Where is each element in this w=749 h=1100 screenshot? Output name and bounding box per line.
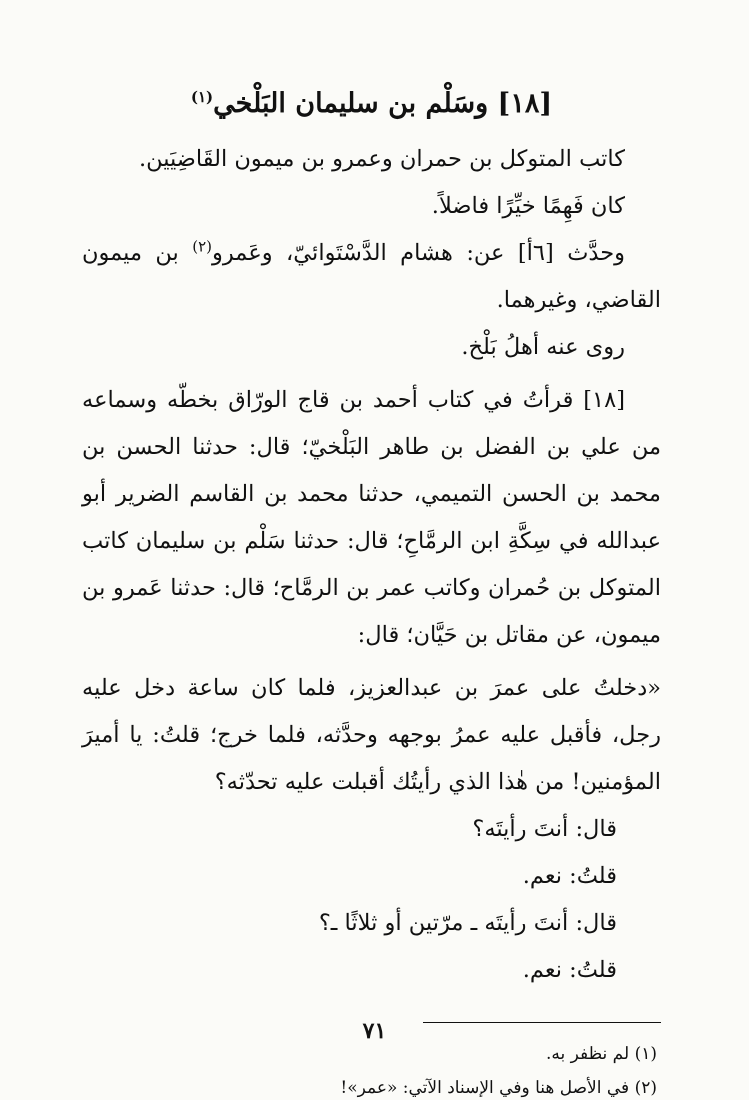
footnote-2: (٢) في الأصل هنا وفي الإسناد الآتي: «عمر»!: [340, 1078, 657, 1098]
paragraph-isnad: [١٨] قرأتُ في كتاب أحمد بن قاج الورّاق بخطّه وسماعه من علي بن الفضل بن طاهر البَلْخيّ؛ قال: حدثنا الحسن بن محمد بن الحسن التميمي، حدثنا محمد بن القاسم الضرير أبو عبدالله في سِكَّةِ ابن الرمَّاحِ؛ قال: حدثنا سَلْم بن سليمان كاتب المتوكل بن حُمران وكاتب عمر بن الرمَّاح؛ قال: حدثنا عَمرو بن ميمون، عن مقاتل بن حَيَّان؛ قال:: [82, 387, 661, 648]
paragraph-students: روى عنه أهلُ بَلْخ.: [461, 334, 625, 360]
dialog-line: قال: أنتَ رأيتَه ـ مرّتين أو ثلاثًا ـ؟: [318, 910, 617, 936]
teachers-text-end: بن ميمون القاضي، وغيرهما.: [82, 240, 661, 313]
entry-number: [١٨]: [497, 88, 553, 119]
footnote-1: (١) لم نظفر به.: [545, 1044, 657, 1064]
paragraph-description: كاتب المتوكل بن حمران وعمرو بن ميمون القَاضِيَين.: [138, 146, 625, 172]
dialog-line: قلتُ: نعم.: [522, 957, 617, 983]
teachers-text: وحدَّث [٦أ] عن: هشام الدَّسْتَوائيّ، وعَمرو: [212, 240, 625, 266]
footnote-marker[interactable]: (١): [190, 88, 214, 106]
dialog-line: قال: أنتَ رأيتَه؟: [472, 816, 617, 842]
footnote-marker[interactable]: (٢): [192, 237, 213, 256]
paragraph-praise: كان فَهِمًا خيِّرًا فاضلاً.: [431, 193, 625, 219]
entry-title: [82, 82, 661, 126]
entry-name: وسَلْم بن سليمان البَلْخي: [213, 88, 489, 119]
paragraph-teachers: [82, 230, 661, 324]
page-number: ٧١: [362, 1018, 387, 1044]
footnotes: [82, 1037, 661, 1100]
dialog-line: قلتُ: نعم.: [522, 863, 617, 889]
paragraph-narration: «دخلتُ على عمرَ بن عبدالعزيز، فلما كان ساعة دخل عليه رجل، فأقبل عليه عمرُ بوجهه وحدَّثه، فلما خرج؛ قلتُ: يا أميرَ المؤمنين! من هٰذا الذي رأيتُك أقبلت عليه تحدّثه؟: [82, 675, 661, 795]
body-text: [82, 136, 661, 994]
